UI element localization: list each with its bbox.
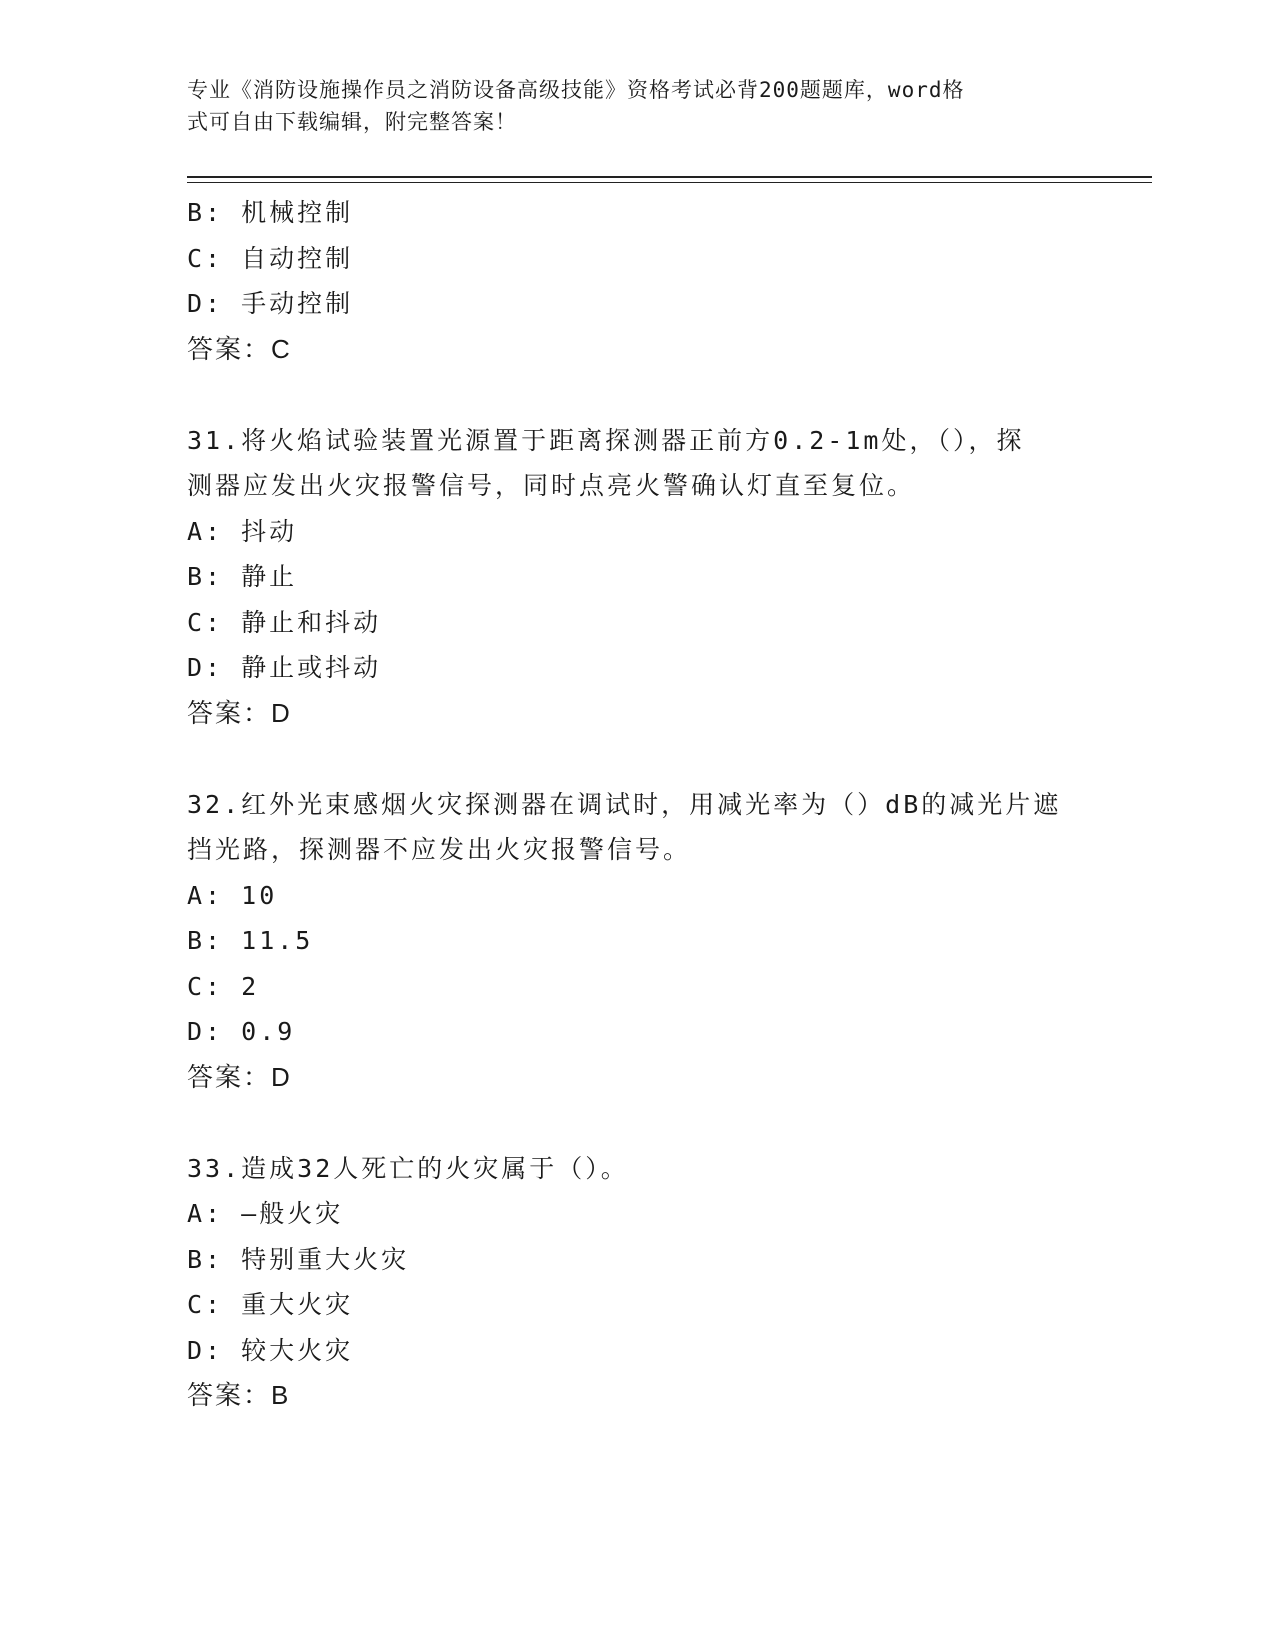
option-c: C: 静止和抖动 — [187, 607, 382, 637]
answer-line: 答案：C — [187, 333, 292, 364]
option-d: D: 0.9 — [187, 1017, 296, 1046]
question-32 — [187, 782, 1087, 1101]
answer-line: 答案：D — [187, 697, 292, 728]
option-c: C: 2 — [187, 971, 260, 1001]
question-text-line-1: 31.将火焰试验装置光源置于距离探测器正前方0.2-1m处，（），探 — [187, 425, 1025, 455]
question-33 — [187, 1146, 1087, 1419]
spacer — [187, 372, 1087, 418]
option-b: B: 11.5 — [187, 926, 314, 955]
option-d: D: 较大火灾 — [187, 1335, 354, 1365]
question-text-line-1: 32.红外光束感烟火灾探测器在调试时，用减光率为（）dB的减光片遮 — [187, 789, 1062, 819]
header-line-1: 专业《消防设施操作员之消防设备高级技能》资格考试必背200题题库，word格 — [187, 78, 965, 102]
question-31 — [187, 418, 1087, 737]
option-b: B: 特别重大火灾 — [187, 1244, 410, 1274]
spacer — [187, 736, 1087, 782]
question-text-line-1: 33.造成32人死亡的火灾属于（）。 — [187, 1153, 629, 1183]
option-d: D: 手动控制 — [187, 289, 354, 318]
option-c: C: 重大火灾 — [187, 1290, 354, 1319]
option-b: B: 机械控制 — [187, 198, 354, 227]
answer-line: 答案：D — [187, 1061, 292, 1092]
option-a: A: 抖动 — [187, 516, 298, 546]
header-line-2: 式可自由下载编辑，附完整答案！ — [187, 110, 517, 134]
header-divider — [187, 176, 1152, 178]
question-text-line-2: 挡光路，探测器不应发出火灾报警信号。 — [187, 835, 692, 864]
header-divider-thin — [187, 182, 1152, 183]
option-a: A: 10 — [187, 880, 278, 910]
question-30-tail — [187, 190, 1087, 372]
answer-line: 答案：B — [187, 1380, 291, 1410]
option-c: C: 自动控制 — [187, 243, 354, 273]
option-b: B: 静止 — [187, 562, 298, 591]
question-list — [187, 190, 1087, 1419]
option-d: D: 静止或抖动 — [187, 653, 382, 682]
document-header — [187, 74, 1087, 138]
spacer — [187, 1100, 1087, 1146]
question-text-line-2: 测器应发出火灾报警信号，同时点亮火警确认灯直至复位。 — [187, 471, 916, 500]
option-a: A: —般火灾 — [187, 1199, 344, 1228]
